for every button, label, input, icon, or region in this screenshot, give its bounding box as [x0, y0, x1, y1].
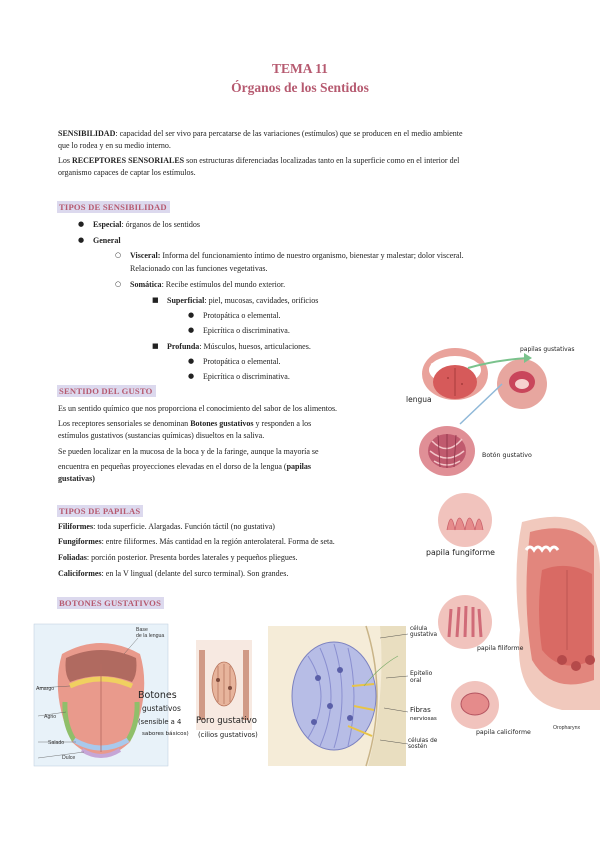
bullet-icon: ● [78, 236, 85, 244]
fungiform-papilla-illustration [437, 492, 493, 548]
bullet-icon: ● [78, 220, 85, 228]
square-bullet-icon: ■ [152, 342, 159, 350]
circumvallate-papilla-illustration [450, 680, 500, 730]
visceral-item-cont: Relacionado con las funciones vegetativas. [130, 264, 268, 273]
taste-bud-cross-section-illustration [418, 425, 476, 477]
circle-bullet-icon: ○ [115, 280, 122, 288]
gusto-line-5: encuentra en pequeñas proyecciones elevadas en el dorso de la lengua (papilas [58, 462, 312, 471]
superficial-sub-1: Protopática o elemental. [203, 311, 281, 320]
label-botones-hw-2: gustativos [142, 704, 181, 713]
intro-line-1: SENSIBILIDAD: capacidad del ser vivo para percatarse de las variaciones (estímulos) que se producen en el medio ambiente [58, 129, 463, 138]
superficial-item: Superficial: piel, mucosas, cavidades, orificios [167, 296, 319, 305]
label-base-lengua: Base de la lengua [136, 627, 165, 639]
heading-botones-gustativos: BOTONES GUSTATIVOS [57, 597, 164, 609]
label-lengua: lengua [406, 395, 432, 404]
foliadas-item: Foliadas: porción posterior. Presenta bordes laterales y pequeños pliegues. [58, 553, 298, 562]
profunda-item: Profunda: Músculos, huesos, articulaciones. [167, 342, 311, 351]
caliciformes-item: Caliciformes: en la V lingual (delante del surco terminal). Son grandes. [58, 569, 289, 578]
label-cilios-gustativos: (cilios gustativos) [198, 731, 258, 739]
filiform-papilla-illustration [437, 593, 493, 651]
heading-tipos-papilas: TIPOS DE PAPILAS [57, 505, 143, 517]
label-celulas-sosten: células de sostén [408, 738, 438, 750]
gusto-line-2: Los receptores sensoriales se denominan Botones gustativos y responden a los [58, 419, 312, 428]
profunda-sub-1: Protopática o elemental. [203, 357, 281, 366]
gusto-line-4: Se pueden localizar en la mucosa de la boca y de la faringe, aunque la mayoría se [58, 447, 319, 456]
heading-sentido-gusto: SENTIDO DEL GUSTO [57, 385, 156, 397]
label-boton-gustativo: Botón gustativo [482, 452, 532, 459]
label-agrio: Agrio [44, 714, 57, 720]
gusto-line-6: gustativas) [58, 474, 95, 483]
intro-line-3: Los RECEPTORES SENSORIALES son estructuras diferenciadas localizadas tanto en la superficie como en el interior del [58, 156, 460, 165]
intro-line-4: organismo capaces de captar los estímulos. [58, 168, 196, 177]
label-botones-hw-1: Botones [138, 690, 177, 701]
heading-tipos-sensibilidad: TIPOS DE SENSIBILIDAD [57, 201, 170, 213]
fungiformes-item: Fungiformes: entre filiformes. Más cantidad en la región anterolateral. Forma de seta. [58, 537, 335, 546]
tongue-dorsum-illustration [492, 510, 600, 710]
gusto-line-3: estímulos gustativos (sustancias químicas) disueltos en la saliva. [58, 431, 265, 440]
label-papila-fungiforme: papila fungiforme [426, 548, 495, 557]
bullet-icon: ● [188, 372, 195, 380]
label-amargo: Amargo [36, 686, 55, 692]
bullet-icon: ● [188, 311, 195, 319]
visceral-item: Visceral: Informa del funcionamiento íntimo de nuestro organismo, bienestar y malestar; dolor visceral. [130, 251, 464, 260]
label-celula-gustativa: célula gustativa [410, 626, 438, 638]
arrow-icon [466, 350, 536, 374]
page-title: TEMA 11 [272, 61, 328, 76]
somatica-item: Somática: Recibe estímulos del mundo exterior. [130, 280, 286, 289]
filiformes-item: Filiformes: toda superficie. Alargadas. Función táctil (no gustativa) [58, 522, 275, 531]
label-botones-hw-3: (sensible a 4 [138, 718, 182, 726]
label-botones-hw-4: sabores básicos) [142, 731, 189, 737]
leader-lines [380, 630, 412, 750]
label-oropharynx: Oropharynx [553, 725, 581, 731]
label-papila-filiforme: papila filiforme [477, 645, 524, 652]
label-fibras-nerviosas: Fibras nerviosas [410, 706, 437, 722]
circle-bullet-icon: ○ [115, 251, 122, 259]
bullet-icon: ● [188, 326, 195, 334]
label-epitelio-oral: Epitelio oral [410, 670, 433, 684]
label-poro-gustativo: Poro gustativo [196, 716, 257, 726]
intro-line-2: que lo rodea y en su medio interno. [58, 141, 171, 150]
label-salado: Salado [48, 740, 65, 746]
label-papilas-gustativas: papilas gustativas [520, 346, 575, 353]
general-item: General [93, 236, 121, 245]
label-dulce: Dulce [62, 755, 76, 761]
arrow-icon [452, 380, 512, 430]
superficial-sub-2: Epicrítica o discriminativa. [203, 326, 290, 335]
bullet-icon: ● [188, 357, 195, 365]
gusto-line-1: Es un sentido químico que nos proporciona el conocimiento del sabor de los alimentos. [58, 404, 338, 413]
especial-item: Especial: órganos de los sentidos [93, 220, 200, 229]
page-subtitle: Órganos de los Sentidos [231, 80, 369, 95]
profunda-sub-2: Epicrítica o discriminativa. [203, 372, 290, 381]
square-bullet-icon: ■ [152, 296, 159, 304]
label-papila-caliciforme: papila caliciforme [476, 729, 531, 736]
